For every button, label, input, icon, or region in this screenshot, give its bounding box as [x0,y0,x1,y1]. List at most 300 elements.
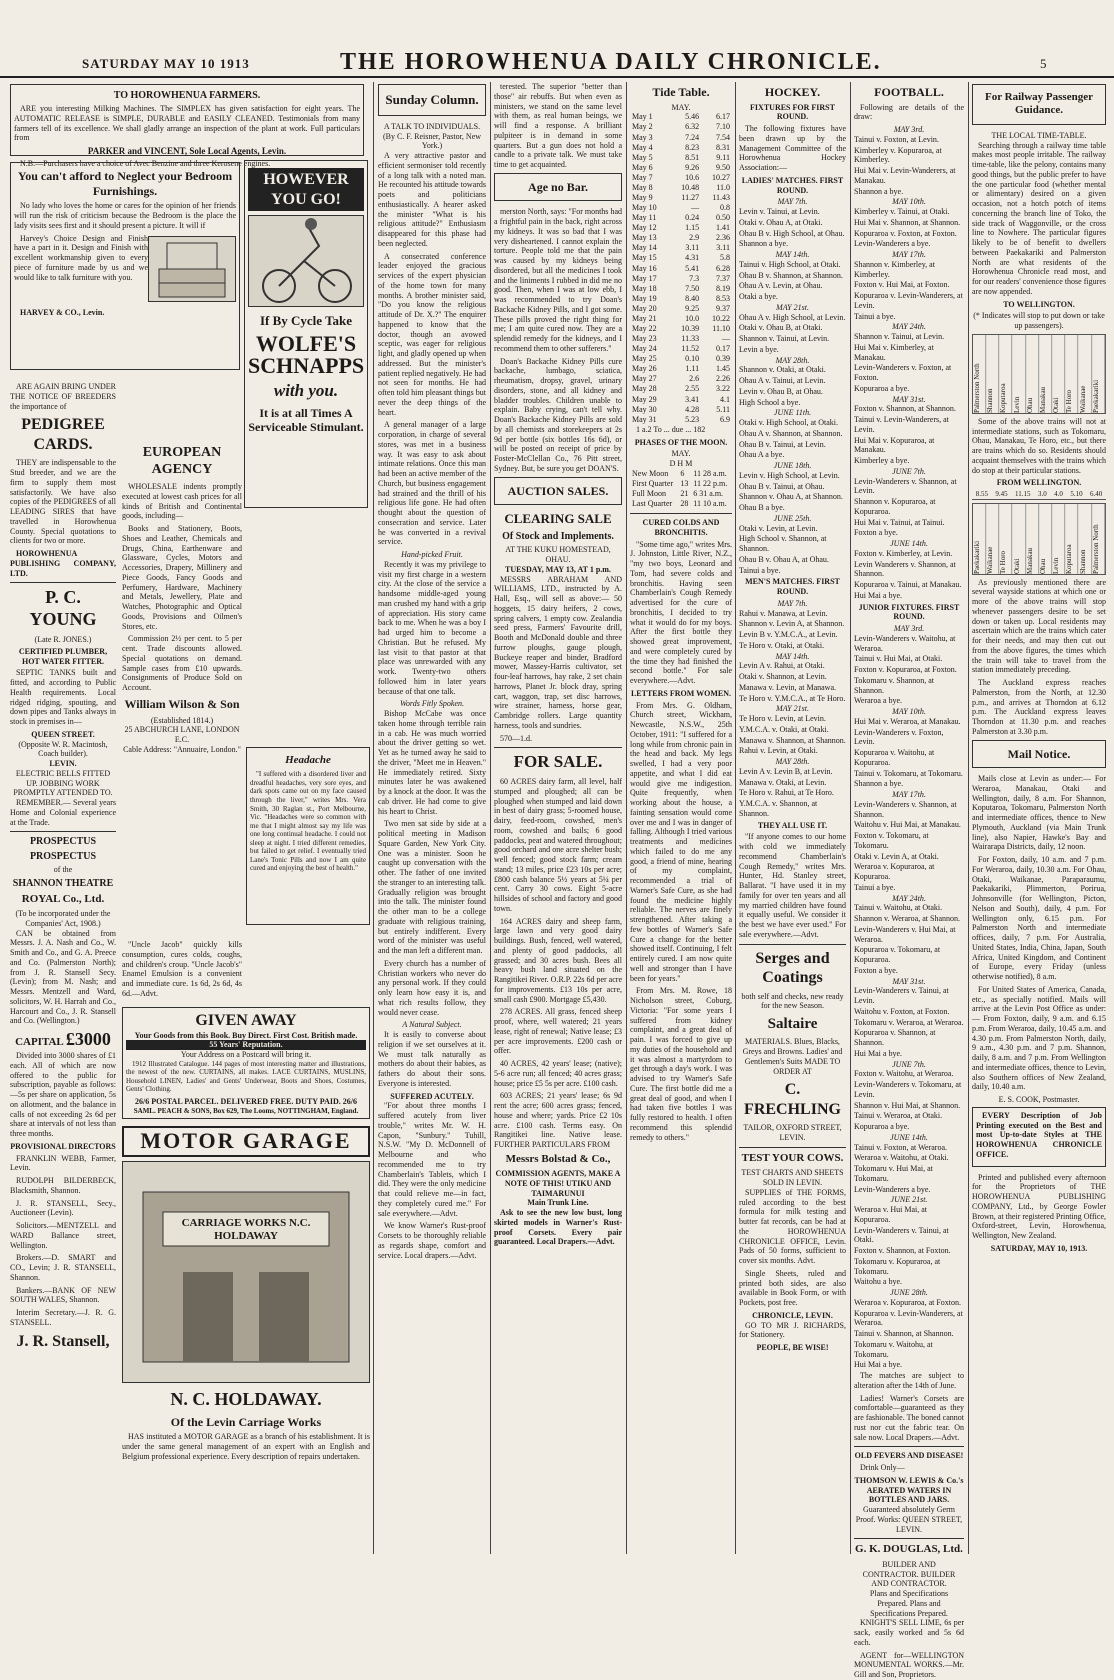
farmers-note: N.B.—Purchasers have a choice of Avec Benzine and three Kerosene engines. [20,159,271,169]
railway-note: Some of the above trains will not at intermediate stations, such as Tokomaru, Ohau, Manakau, Te Horo, etc., but there are trains which do so. Residents should acquaint themselves with the trains which do stop at their particular stations. [972,416,1106,475]
colds-heading: CURED COLDS AND BRONCHITIS. [642,518,720,537]
fixture-item: Kimberley v. Kopuraroa, at Kimberley. [854,145,942,165]
train-time: 3.0 [1037,490,1047,499]
fixture-date: MAY 21st. [776,302,809,312]
fixture-item: Shannon v. Hui Mai, at Shannon. [854,1100,961,1110]
table-row [630,233,732,243]
motor-garage-heading: MOTOR GARAGE [122,1126,370,1157]
fixture-item: Ohau B v. Tainui, at Levin. [739,439,826,449]
table-row [630,344,732,354]
serviceable-stimulant: It is at all Times A Serviceable Stimulant. [248,405,364,435]
clearing-date: TUESDAY, MAY 13, AT 1 p.m. [505,564,611,574]
for-sale-3: 278 ACRES. All grass, fenced sheep proof, where, well watered; 21 years lease, right of renewal; Native lease; £3 per acre improvements. £200 cash or offer. [494,1007,622,1056]
table-cell: May 31 [632,414,657,424]
fixture-item: Levin v. High School, at Levin. [739,470,840,480]
table-row [630,334,732,344]
fixture-date: MAY 3rd. [893,624,925,634]
given-away-heading: GIVEN AWAY [195,1012,297,1029]
agent-text: AGENT for—WELLINGTON MONUMENTAL WORKS.—Mr. Gill and Son, Proprietors. [854,1650,964,1680]
headache-text: "I suffered with a disordered liver and dreadful headaches, very sore eyes, and dark spots came out on my face caused through the liver," writes Mrs. Vera Smith, 30 Raglan st., Port Melbourne, Vic. "Headaches were so common with me that I might almost say my life was one long continual headache. I could not sleep at night. I tried different remedies, but failed to get relief. I eventually tried Lane's Tonic Pills and now I am quite cured and enjoying the best of health." [250,770,366,873]
fixture-date: MAY 28th. [775,355,810,365]
farmers-text: ARE you interesting Milking Machines. The SIMPLEX has given satisfaction for eight years. The AUTOMATIC RELEASE is SIMPLE, DURABLE and EASILY CLEANED. Testimonials from many farmers tell of its excellence. We shall gladly arrange an inspection of the plant at work. Full particulars from [14,104,360,143]
table-cell: 10.22 [712,313,730,323]
table-cell: May 19 [632,293,657,303]
parcel-text: POSTAL PARCEL. DELIVERED FREE. DUTY PAID. [151,1096,341,1106]
table-cell: 11 10 a.m. [693,499,727,509]
issue-date: SATURDAY MAY 10 1913 [82,56,250,71]
fixture-item: Ohau A v. Tainui, at Levin. [739,376,826,386]
table-cell: May 29 [632,394,657,404]
fixture-date: MAY 10th. [892,707,926,717]
test-cows-text-2: Single Sheets, ruled and printed both sides, are also available in Book Form, or with Pockets, post free. [739,1268,846,1308]
fixture-item: Te Horo v. Rahui, at Te Horo. [739,788,834,798]
fixture-item: Tainui a bye. [854,882,896,892]
fixture-item: Levin-Wanderers a bye. [854,1184,931,1194]
table-row [630,405,732,415]
fixture-item: Tainui v. High School, at Otaki. [739,259,841,269]
fixture-item: Ohau A v. Levin, at Ohau. [739,281,823,291]
table-cell: 0.8 [720,203,730,213]
fixture-item: Manawa v. Shannon, at Shannon. [739,735,846,745]
station-name: Ohau [1039,504,1052,574]
table-row [630,304,732,314]
fixture-item: Hui Mai a bye. [854,1048,902,1058]
farmers-heading: TO HOROWHENUA FARMERS. [113,90,261,101]
peach-signature: SAML. PEACH & SONS, Box 629, The Looms, NOTTINGHAM, England. [133,1106,359,1115]
sunday-paragraph-9: "For about three months I suffered acutely from liver trouble," writes Mr. W. H. Capon, "Sunbury." Tuhill, N.S.W. "My D. McDonnell of Melbourne and who recommended me to try Chamberlain's Tablets, which I did. They were the only medicine that could relieve me—in fact, they completely cured me." For sale everywhere.—Advt. [378,1101,486,1218]
station-name: Levin [1052,504,1065,574]
table-row [630,183,732,193]
table-row [630,153,732,163]
fixture-item: Shannon v. Tainui, at Levin. [854,332,945,342]
fixture-item: Ohau B v. Shannon, at Shannon. [739,270,843,280]
fixture-item: Kopuraroa v. Levin-Wanderers, at Levin. [854,291,963,310]
station-name: Te Horo [1065,335,1078,413]
table-cell: 3.22 [716,384,730,394]
table-cell: May 8 [632,182,653,192]
table-row [630,133,732,143]
wilson-established: (Established 1814.) [150,715,214,725]
fixture-item: Foxton v. Tokomaru, at Tokomaru. [854,831,929,850]
print-notice: EVERY Description of Job Printing executed on the Best and most Up-to-date Styles at THE HOROWHENUA CHRONICLE OFFICE. [976,1110,1102,1159]
mens-fixtures [739,599,846,819]
table-cell: May 17 [632,273,657,283]
douglas-text: Plans and Specifications Prepared. Plans and Specifications Prepared. [869,1589,949,1618]
table-cell: 21 [680,488,689,498]
fixture-item: Te Horo v. Otaki, at Otaki. [739,640,825,650]
fixture-item: Y.M.C.A. v. Shannon, at Shannon. [739,799,818,818]
young-trade: CERTIFIED PLUMBER, HOT WATER FITTER. [18,646,108,666]
fixture-item: Foxton a bye. [854,528,898,538]
director-3: J. R. STANSELL, Secy., Auctioneer (Levin). [10,1198,116,1218]
to-wellington-note: (* Indicates will stop to put down or take up passengers). [973,311,1105,331]
table-row [630,143,732,153]
fixture-item: Shannon v. Kimberley, at Kimberley. [854,259,935,279]
for-sale-5: 603 ACRES; 21 years' lease; 6s 9d rent the acre; 600 acres grass; fenced, house and where; yards. Price £2 10s acre. £100 cash. Terms easy. On Rangitikei line. Native lease. FURTHER PARTICULARS FROM [494,1091,622,1150]
brokers: Brokers.—D. SMART and CO., Levin; J. R. STANSELL, Shannon. [10,1253,116,1282]
for-sale-heading: FOR SALE. [513,752,603,772]
sunday-paragraph-2: A consecrated conference leader enjoyed the gracious services of the expert physician of the home town for many months. A brother minister said, "Do you know the religious attitude of Dr. X.?" The enquirer happened to know that the doctor, though an avowed sceptic, was eager for religious light, and gladly opened up when addressed. But the minister's patient replied negatively. He had not seen for months. He had often told him pleasant things but never the deep things of the heart. [378,251,486,417]
table-cell: May 2 [632,122,653,132]
junior-fixtures [854,624,964,1370]
table-cell: May 21 [632,313,657,323]
fixture-item: Shannon v. Levin A, at Shannon. [739,619,845,629]
fixture-item: Shannon a bye. [854,779,904,789]
table-row [630,173,732,183]
table-cell: 2.36 [716,233,730,243]
fixture-date: MAY 24th. [892,893,926,903]
table-cell: 1.41 [716,223,730,233]
sunday-byline: (By C. F. Reisner, Pastor, New York.) [382,131,482,151]
table-cell: May 1 [632,112,653,122]
table-row [630,243,732,253]
table-row [630,284,732,294]
train-time: 6.40 [1089,490,1103,499]
football-intro: Following are details of the draw: [854,102,964,122]
table-cell: May 25 [632,354,657,364]
people-be-wise: PEOPLE, BE WISE! [756,1343,829,1353]
mail-text-3: For United States of America, Canada, etc., as specially notified. Mails will arrive at the Levin Post Office as under:— From Foxton, daily, 9 a.m. and 6.15 p.m. From Weraroa, daily, 10.45 a.m. and 4.30 p.m. From Palmerston North, daily, 9 a.m., 4.30 p.m. and 7 p.m. Shannon, daily, 8 a.m. and 7 p.m. From Wellington and intermediate offices, thence to Levin, also Southern offices of New Zealand, daily, 10.40 a.m. [972,984,1106,1092]
fixture-item: Otaki v. High School, at Otaki. [739,418,839,428]
fixture-item: Foxton a bye. [854,965,898,975]
table-row [630,395,732,405]
column-7 [854,82,964,1680]
table-cell: May 16 [632,263,657,273]
table-cell: 11.33 [681,334,700,344]
sunday-subhead-4: A Natural Subject. [402,1020,462,1030]
ladies-heading: LADIES' MATCHES. FIRST ROUND. [741,175,844,195]
table-cell: May 7 [632,172,653,182]
clearing-sale-sub: Of Stock and Implements. [502,531,614,543]
table-row [630,415,732,425]
schnapps-advert [244,82,368,442]
table-cell: 5.8 [720,253,730,263]
table-cell: 8.51 [685,152,700,162]
table-cell: 0.10 [685,354,700,364]
fixture-item: Y.M.C.A. v. Otaki, at Otaki. [739,724,829,734]
fixture-item: Tainui v. Levin-Wanderers, at Levin. [854,415,949,434]
table-cell: New Moon [632,468,669,478]
column-divider [850,82,851,1554]
table-cell: May 6 [632,162,653,172]
column-5 [630,82,732,1554]
column-8 [972,82,1106,1554]
table-cell: 3.11 [685,243,700,253]
fixture-item: Foxton v. Hui Mai, at Foxton. [854,280,950,290]
fixture-item: Levin A v. Rahui, at Otaki. [739,661,825,671]
fevers-text-2: THOMSON W. LEWIS & Co.'s AERATED WATERS IN BOTTLES AND JARS. [854,1475,964,1505]
saltaire-sub: MATERIALS. Blues, Blacks, Greys and Browns. Ladies' and Gentlemen's Suits MADE TO ORDER AT [742,1037,843,1076]
table-cell: 2.6 [689,374,700,384]
young-town: LEVIN. [49,759,77,769]
fixture-date: MAY 28th. [775,757,810,767]
young-heading: P. C. YOUNG [29,587,97,630]
mail-text-2: For Foxton, daily, 10 a.m. and 7 p.m. For Weraroa, daily, 10.30 a.m. For Ohau, Otaki, Waikanae, Paraparaumu, Paekakariki, Plimmerton, Porirua, Johnsonville (for Wellington, Picton, Nelson and South), daily, 4 p.m. For Wellington only, 6.15 p.m. For Palmerston North and intermediate offices, daily, 7 p.m. For Australia, United States, India, China, Japan, South Africa, United Kingdom, and Continent of Europe, every Friday (unless otherwise notified), 8 a.m. [972,855,1106,982]
letters-text: From Mrs. G. Oldham, Church street, Wickham, Newcastle, N.S.W., 25th October, 1911: "I suffered for a long while from chronic pain in the head and back. My legs swelled, I had a very poor appetite, and what I did eat would give me indigestion. Quite frequently, when working about the house, a fainting sensation would come over me and I was in danger of falling. Although I tried various treatments and medicines which failed to do me any good, a friend of mine, hearing of my complaint, recommended a trial of Warner's Safe Cure, as she had found the medicine highly reliable. The nerves are finely strengthened. After taking a few bottles of Warner's Safe Cure a change for the better showed itself. Continuing, I felt entirely cured. I am now quite well and stronger than I have been for years." [630,700,732,983]
sunday-paragraph-1: A very attractive pastor and efficient sermoniser told recently of a long talk with a noted man. He recounted his attitude towards poets and politicians enthusiastically. A hearer asked the minister "What is his religious attitude?" Enthusiasm disappeared for this phase had been neglected. [378,151,486,248]
table-cell: 11.10 [712,324,730,334]
imprint-date: SATURDAY, MAY 10, 1913. [990,1243,1088,1253]
station-name: Manakau [1026,504,1039,574]
fixture-item: Otaki v. Ohau B, at Otaki. [739,323,823,333]
table-cell: 13 [680,478,689,488]
fixture-date: MAY 3rd. [893,125,925,135]
fixture-item: Foxton v. Kimberley, at Levin. [854,548,953,558]
fixture-date: JUNE 14th. [890,539,928,549]
railway-heading: For Railway Passenger Guidance. [985,91,1093,117]
warner-advert: Ladies! Warner's Corsets are comfortable—guaranteed as they are fashionable. The boned cannot rust nor cut the fabric tear. On sale now. Local Drapers.—Advt. [854,1393,964,1442]
column-1-lower [10,382,116,1552]
table-cell: 4.1 [720,394,730,404]
table-cell: 1.15 [685,223,700,233]
fixture-item: Levin-Wanderers v. Waitohu, at Weraroa. [854,633,956,653]
fixture-item: Shannon a bye. [739,239,789,249]
fixture-item: Te Horo v. Levin, at Levin. [739,714,826,724]
table-cell: May 28 [632,384,657,394]
colds-text: "Some time ago," writes Mrs. J. Johnston, Little River, N.Z., "my two boys, Leonard and Tom, had severe colds and bronchitis. Having seen Chamberlain's Cough Remedy advertised for the cure of bronchitis, I decided to try what it would do for my boys. After the first bottle they showed great improvement, and were completely cured by the time they had finished the second bottle." For sale everywhere.—Advt. [630,539,732,686]
station-name: Koputaroa [999,335,1012,413]
fixture-item: Hui Mai a bye. [854,590,902,600]
age-no-bar-text: merston North, says: "For months had a frightful pain in the back, right across my kidneys. It was so bad that I was very disheartened. I cannot explain the torture. People told me that the pain was caused by my kidneys being disordered, but all the medicines I took and the liniments I rubbed in did me no good. Then, when I was at low ebb, I was recommended to try Doan's Backache Kidney Pills, and I got some. These pills proved the right thing for me; I am quite cured now. They are a splendid remedy for the kidneys, and I recommend them to other sufferers." [494,207,622,353]
fixture-item: Hui Mai a bye. [854,1360,902,1370]
fixture-item: Otaki a bye. [739,292,778,302]
to-wellington-timetable [972,334,1106,414]
fixture-item: Kopuraroa v. Shannon, at Shannon. [854,1028,936,1048]
table-cell: 8.23 [685,142,700,152]
shannon-company: ROYAL Co., Ltd. [21,892,105,905]
farmers-signature: PARKER and VINCENT, Sole Local Agents, Levin. [87,146,287,157]
table-cell: 7.3 [689,273,700,283]
fixture-item: Tainui v. Waitohu, at Otaki. [854,903,943,913]
price-2: 26/6 [342,1096,357,1106]
sunday-paragraph-5: Bishop McCabe was once taken home through terrible rain in a cab. He was much worried about the driver getting so wet. Yet as he turned away he said to the driver, "Meet me in Heaven." He immediately retired. Sixty minutes later he was awakened by a knock at the door. It was the cab driver. He had come to give his heart to Christ. [378,709,486,816]
fixture-date: JUNE 14th. [890,1132,928,1142]
european-agency-heading: EUROPEAN AGENCY [142,445,222,478]
fixture-item: Tainui v. Foxton, at Levin. [854,134,939,144]
station-name: Shannon [1079,504,1092,574]
table-cell: May 20 [632,303,657,313]
mail-text: Mails close at Levin as under:— For Weraroa, Manakau, Otaki and Wellington, daily, 8 a.m. For Shannon, Koputaroa, Tokomaru, Palmerston North and intermediate offices, thence to New Plymouth, Auckland (via Main Trunk line), also Napier, Hawke's Bay and Wairarapa Districts, daily, 12 noon. [972,774,1106,852]
wilson-name: William Wilson & Son [124,696,240,711]
bolstad-footnote: Ask to see the new low bust, long skirted models in Warner's Rust-proof Corsets. Every pair guaranteed. Local Drapers.—Advt. [494,1208,622,1247]
cycle-text: If By Cycle Take [259,313,353,329]
fixture-item: Te Horo v. Y.M.C.A., at Te Horo. [739,693,846,703]
table-cell: 4.28 [685,404,700,414]
fixture-item: Tainui a bye. [854,311,896,321]
fixture-item: Foxton v. Shannon, at Shannon. [854,404,956,414]
fixture-item: Hui Mai v. Weraroa, at Manakau. [854,716,961,726]
fixture-item: Otaki v. Levin, at Levin. [739,523,818,533]
station-name: Ohau [1026,335,1039,413]
station-name: Waikanae [1079,335,1092,413]
fixture-item: Kopuraroa v. Tokomaru, at Kopuraroa. [854,945,941,965]
cable-address: Cable Address: "Annuaire, London." [123,744,241,754]
train-time: 8.55 [975,490,988,499]
fixture-date: MAY 17th. [892,790,926,800]
clearing-reference: 570—1.d. [500,733,532,743]
for-sale-2: 164 ACRES dairy and sheep farm, large lawn and very good dairy buildings. Bush, fenced, well watered, and plenty of good paddocks, all grassed; and 30 acres bush. Bees all heavy bush land situated on the Rangitikei River. O.R.P. 22s 6d per acre for improvements. £13 10s per acre, small cash £900. Mortgage £5,430. [494,916,622,1004]
sunday-paragraph-6: Two men sat side by side at a political meeting in Madison Square Garden, New York City. One was a minister. Soon he caught up conversation with the other. The father of one invited the stranger to an interesting talk. Gradually religion was brought into the talk. The minister found the other man to be a college graduate with religious training, but entirely indifferent. Every word of the minister was useful and the man left a different man. [378,819,486,956]
table-cell: 5.23 [685,414,700,424]
table-cell: May 15 [632,253,657,263]
works-sign: CARRIAGE WORKS N.C. HOLDAWAY [181,1216,311,1243]
fixture-item: Hui Mai v. Shannon, at Shannon. [854,217,961,227]
furniture-advert [10,160,240,375]
table-row [630,163,732,173]
holdaway-text: HAS instituted a MOTOR GARAGE as a branch of his establishment. It is under the same general management of an expert with an English and Belgium professional experience. Every description of repairs undertaken. [122,1432,370,1461]
from-wellington-heading: FROM WELLINGTON. [996,478,1082,488]
railway-sub: THE LOCAL TIME-TABLE. [991,130,1087,140]
fixture-item: Shannon v. Kopuraroa, at Kopuraroa. [854,497,936,516]
auckland-express: The Auckland express reaches Palmerston, from the North, at 12.30 p.m., and arrives at Thorndon at 6.12 p.m. The Auckland express leaves Thorndon at 11.30 p.m. and reaches Palmerston at 3.30 p.m. [972,678,1106,736]
fixture-item: Weraroa a bye. [854,696,902,706]
fixture-item: Levin-Wanderers v. Shannon, at Shannon. [854,799,957,819]
fevers-text-3: Guaranteed absolutely Germ Proof. Works: QUEEN STREET, LEVIN. [855,1505,963,1534]
table-cell: 2.9 [689,233,700,243]
railway-text: Searching through a railway time table makes most people irritable. The railway time-table, like the pelony, contains many good things, but the public prefer to have the one particular food (whether mental or alimentary) desired on a given occasion, not a hotch potch of items concerning the branch line of Toko, the side track of Waggonville, or the cross line to Nowhere. The particular figures likely to be of benefit to dwellers between Paekakariki and Palmerston North are what residents of the Horowhenua Chronicle read most, and for our readers' convenience those figures are now appended. [972,140,1106,296]
cyclist-illustration [248,215,364,307]
fixture-date: MAY 7th. [777,197,808,207]
table-cell: May 18 [632,283,657,293]
dresser-illustration [148,236,236,302]
furniture-signature: HARVEY & CO., Levin. [20,307,105,317]
prospectus-heading-2: PROSPECTUS [29,850,97,862]
clearing-location: AT THE KUKU HOMESTEAD, OHAU. [505,545,611,565]
table-cell: 10.27 [712,172,730,182]
table-cell: 7.50 [685,283,700,293]
table-cell: 11 28 a.m. [693,468,727,478]
column-divider [735,82,736,1554]
train-time: 5.10 [1070,490,1083,499]
frechling-name: C. FRECHLING [744,1081,841,1118]
clearing-text: MESSRS ABRAHAM AND WILLIAMS, LTD., instructed by A. Hall, Esq., will sell as above:— 50 hoggets, 15 dairy heifers, 2 cows, spring calvers, 1 empty cow. Zealandia seed press, Farmers' Favourite drill, Booth and McDonald double and three furrow ploughs, gauge plough, Buckeye reaper and binder, Bradford mower, Massey-Harris cultivator, set four-leaf harrows, hay rake, 2 set chain harrows, Planet Jr. block dray, spring cart, waggon, trap, set disc harrows, wire strainer, harness, horse gear, Cambridge rollers. Large quantity harness, tools and sundries. [494,574,622,730]
fixture-item: Levin-Wanderers v. Tainui, at Levin. [854,986,949,1006]
fixture-item: High School a bye. [739,397,801,407]
table-cell: 9.26 [685,162,700,172]
pedigree-text: THEY are indispensable to the Stud breeder, and we are the firm to supply them most satisfactorily. We have also copies of the PEDIGREES of all LEADING SIRES that have travelled in Horowhenua County. Special quotations to clients for two or more. [10,458,116,546]
table-cell: 11 22 p.m. [693,478,728,488]
director-1: FRANKLIN WEBB, Farmer, Levin. [10,1153,116,1173]
column-divider [490,82,491,1554]
clearing-sale-heading: CLEARING SALE [504,511,612,527]
table-cell: May 4 [632,142,653,152]
prospectus-heading: PROSPECTUS [29,836,97,848]
bolstad-line: Main Trunk Line. [527,1198,589,1208]
fixture-date: MAY 31st. [892,394,926,404]
fixture-date: MAY 7th. [777,598,808,608]
fixture-item: Hui Mai v. Levin-Wanderers, at Manakau. [854,166,956,185]
fixture-item: Manawa v. Levin, at Manawa. [739,682,836,692]
station-name: Levin [1013,335,1026,413]
table-cell: May 30 [632,404,657,414]
table-cell: 6 31 a.m. [693,488,724,498]
table-cell: 6.17 [716,112,730,122]
train-time: 4.0 [1054,490,1063,499]
test-cows-text: SUPPLIES of THE FORMS, ruled according to the best formula for milk testing and butter fat records, can be had at the HOROWHENUA CHRONICLE OFFICE, Levin. Pads of 50 forms, sufficient to cover six months. Advt. [739,1187,846,1266]
column-4-top: terested. The superior "better than those" air rebuffs. But when even as ministers, we stand on the same level with them, as real human beings, we will find a response. A brilliant pulpiteer is in demand in some quarters. But a gun does not hold a candle to a private talk. We must take time to get acquainted. [494,82,622,169]
table-row [630,364,732,374]
fixture-date: JUNE 28th. [890,1288,928,1298]
fixture-item: Hui Mai v. Tainui, at Tainui. [854,517,945,527]
fixture-item: Shannon v. Tainui, at Levin. [739,334,830,344]
bolstad-name: Messrs Bolstad & Co., [505,1152,611,1165]
table-cell: 3.41 [685,394,700,404]
european-list: Books and Stationery, Boots, Shoes and Leather, Chemicals and Drugs, China, Earthenware and Glassware, Cycles, Motors and Accessories, Drapery, Millinery and Piece Goods, Fancy Goods and Perfumery, Hardware, Machinery and Metals, Jewellery, Plate and Watches, Photographic and Optical Goods, Provisions and Oilmen's Stores, etc. [122,524,242,631]
letters-heading: LETTERS FROM WOMEN. [630,688,732,698]
tide-table-heading: Tide Table. [652,85,710,99]
fixture-item: Kopuraroa v. Waitohu, at Kopuraroa. [854,748,935,767]
solicitors: Solicitors.—MENTZELL and WARD Ballance street, Wellington. [10,1221,116,1250]
fixture-item: Ohau A v. High School, at Levin. [739,312,846,322]
fixture-item: Kopuraroa a bye. [854,383,910,393]
fixture-item: Otaki v. Ohau A, at Otaki. [739,217,823,227]
train-time: 9.45 [995,490,1008,499]
with-you: with you. [273,380,339,400]
sunday-subhead-3: Words Fitly Spoken. [399,699,465,709]
fixture-date: JUNE 7th. [892,466,926,476]
fixture-item: Tokomaru v. Waitohu, at Tokomaru. [854,1339,933,1359]
serges-heading: Serges and Coatings [755,949,830,987]
fixture-item: Levin A v. Levin B, at Levin. [739,766,833,776]
fixture-item: Weraroa v. Waitohu, at Otaki. [854,1153,949,1163]
table-cell: May 27 [632,374,657,384]
fixture-item: Levin a bye. [739,344,779,354]
table-cell: 9.50 [716,162,730,172]
fixture-item: Tainui a bye. [739,565,781,575]
table-cell: 8.19 [716,283,730,293]
table-cell: 6.28 [716,263,730,273]
fevers-text: Drink Only— [860,1463,905,1473]
table-cell: 2.55 [685,384,700,394]
young-remember: REMEMBER.— Several years Home and Colonial experience at the Trade. [10,798,116,827]
table-row [630,253,732,263]
station-name: Shannon [986,335,999,413]
column-divider [373,82,374,1554]
sunday-paragraph-7: Every church has a number of Christian workers who never do any personal work. If they could only learn how easy it is, and what rich results follow, they would never cease. [378,958,486,1017]
moon-heading: PHASES OF THE MOON. [634,437,728,447]
fixture-item: High School v. Shannon, at Shannon. [739,534,827,554]
ladies-fixtures [739,197,846,575]
fixture-item: Foxton v. Waitohu, at Weraroa. [854,1069,954,1079]
from-wellington-times [972,490,1106,500]
to-wellington-heading: TO WELLINGTON. [1003,299,1075,309]
young-text: SEPTIC TANKS built and fitted, and according to Public Health requirements. Local ridged ridging, spouting, and down pipes and Tanks always in stock in premises in— [10,668,116,727]
table-cell: 7.24 [685,132,700,142]
frechling-sub: TAILOR, OXFORD STREET, LEVIN. [743,1123,842,1143]
fixture-date: JUNE 21st. [890,1195,928,1205]
table-cell: 0.50 [716,213,730,223]
fixture-item: Ohau B v. Tainui, at Ohau. [739,481,825,491]
shannon-text-2: Divided into 3000 shares of £1 each. All of which are now offered to the public for subscription, payable as follows:—5s per share on application, 5s on allotment, and the balance in calls of not exceeding 2s 6d per share at intervals of not less than three months. [10,1051,116,1139]
tide-note: 1 a.2 To ... due ... 182 [636,424,706,434]
given-away-advert [122,1005,370,1120]
fixture-item: Tainui v. Shannon, at Shannon. [854,1329,954,1339]
table-cell: 2.26 [716,374,730,384]
imprint: Printed and published every afternoon for the Proprietors of THE HOROWHENUA PUBLISHING COMPANY, Ltd., by George Fowler Brown, at their registered Printing Office, Oxford-street, Levin, Horowhenua, Wellington, New Zealand. [972,1172,1106,1241]
saltaire-heading: Saltaire [767,1016,818,1033]
fixture-item: Levin-Wanderers v. Tokomaru, at Levin. [854,1080,962,1099]
table-cell: 9.37 [716,303,730,313]
table-cell: 7.10 [716,122,730,132]
table-cell: May 3 [632,132,653,142]
headache-heading: Headache [285,754,331,766]
all-use-text: "If anyone comes to our home with cold we immediately recommend Chamberlain's Cough Remedy," writes Mrs. Hunter, Hd. Stanley street, Ballarat. "I have used it in my family for over ten years and all my married children have found it equally useful. We consider it the best we have ever used." For sale everywhere.—Advt. [739,832,846,939]
table-row [630,264,732,274]
sunday-subhead-2: Hand-picked Fruit. [401,550,463,560]
table-cell: 8.53 [716,293,730,303]
fixture-item: Rahui v. Levin, at Otaki. [739,746,818,756]
table-row [630,314,732,324]
